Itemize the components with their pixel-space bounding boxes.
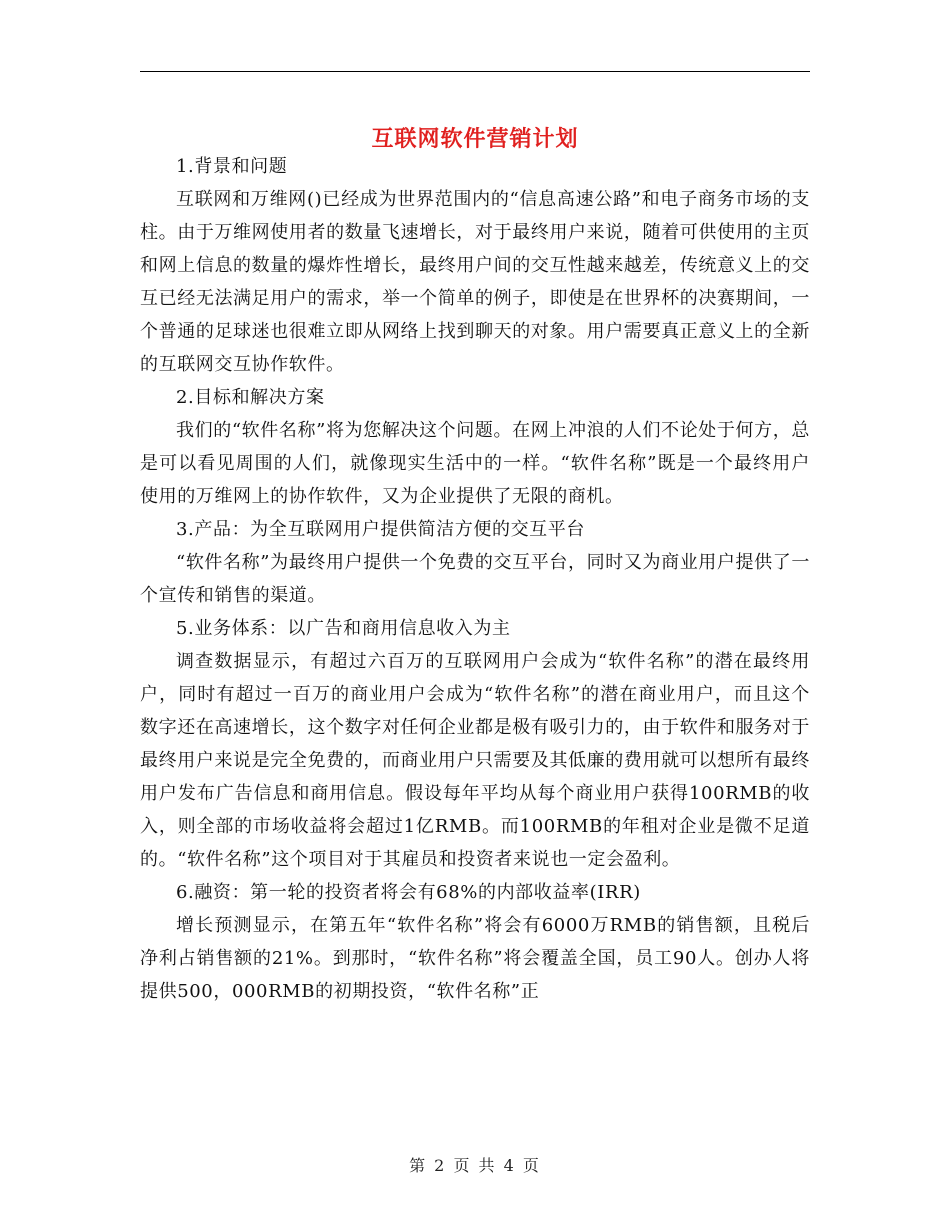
section-product (140, 513, 810, 612)
document-title: 互联网软件营销计划 (371, 126, 579, 152)
section-heading: 3.产品：为全互联网用户提供简洁方便的交互平台 (176, 519, 585, 540)
section-paragraph: 互联网和万维网()已经成为世界范围内的“信息高速公路”和电子商务市场的支柱。由于万维网使用者的数量飞速增长，对于最终用户来说，随着可供使用的主页和网上信息的数量的爆炸性增长，最终用户间的交互性越来越差，传统意义上的交互已经无法满足用户的需求，举一个简单的例子，即使是在世界杯的决赛期间，一个普通的足球迷也很难立即从网络上找到聊天的对象。用户需要真正意义上的全新的互联网交互协作软件。 (140, 189, 810, 375)
section-financing (140, 876, 810, 1008)
section-heading: 2.目标和解决方案 (176, 387, 325, 408)
header-rule (140, 71, 810, 72)
section-paragraph: “软件名称”为最终用户提供一个免费的交互平台，同时又为商业用户提供了一个宣传和销售的渠道。 (140, 552, 810, 606)
section-paragraph: 增长预测显示，在第五年“软件名称”将会有6000万RMB的销售额，且税后净利占销售额的21%。到那时，“软件名称”将会覆盖全国，员工90人。创办人将提供500，000RMB的初期投资，“软件名称”正 (140, 915, 810, 1002)
section-goals (140, 381, 810, 513)
section-heading: 6.融资：第一轮的投资者将会有68%的内部收益率(IRR) (176, 882, 641, 903)
section-business (140, 612, 810, 876)
section-paragraph: 我们的“软件名称”将为您解决这个问题。在网上冲浪的人们不论处于何方，总是可以看见周围的人们，就像现实生活中的一样。“软件名称”既是一个最终用户使用的万维网上的协作软件，又为企业提供了无限的商机。 (140, 420, 810, 507)
page-number: 第 2 页 共 4 页 (409, 1156, 541, 1175)
section-heading: 1.背景和问题 (176, 156, 288, 177)
section-paragraph: 调查数据显示，有超过六百万的互联网用户会成为“软件名称”的潜在最终用户，同时有超过一百万的商业用户会成为“软件名称”的潜在商业用户，而且这个数字还在高速增长，这个数字对任何企业都是极有吸引力的，由于软件和服务对于最终用户来说是完全免费的，而商业用户只需要及其低廉的费用就可以想所有最终用户发布广告信息和商用信息。假设每年平均从每个商业用户获得100RMB的收入，则全部的市场收益将会超过1亿RMB。而100RMB的年租对企业是微不足道的。“软件名称”这个项目对于其雇员和投资者来说也一定会盈利。 (140, 651, 810, 870)
document-body (140, 150, 810, 1008)
section-background (140, 150, 810, 381)
section-heading: 5.业务体系：以广告和商用信息收入为主 (176, 618, 511, 639)
